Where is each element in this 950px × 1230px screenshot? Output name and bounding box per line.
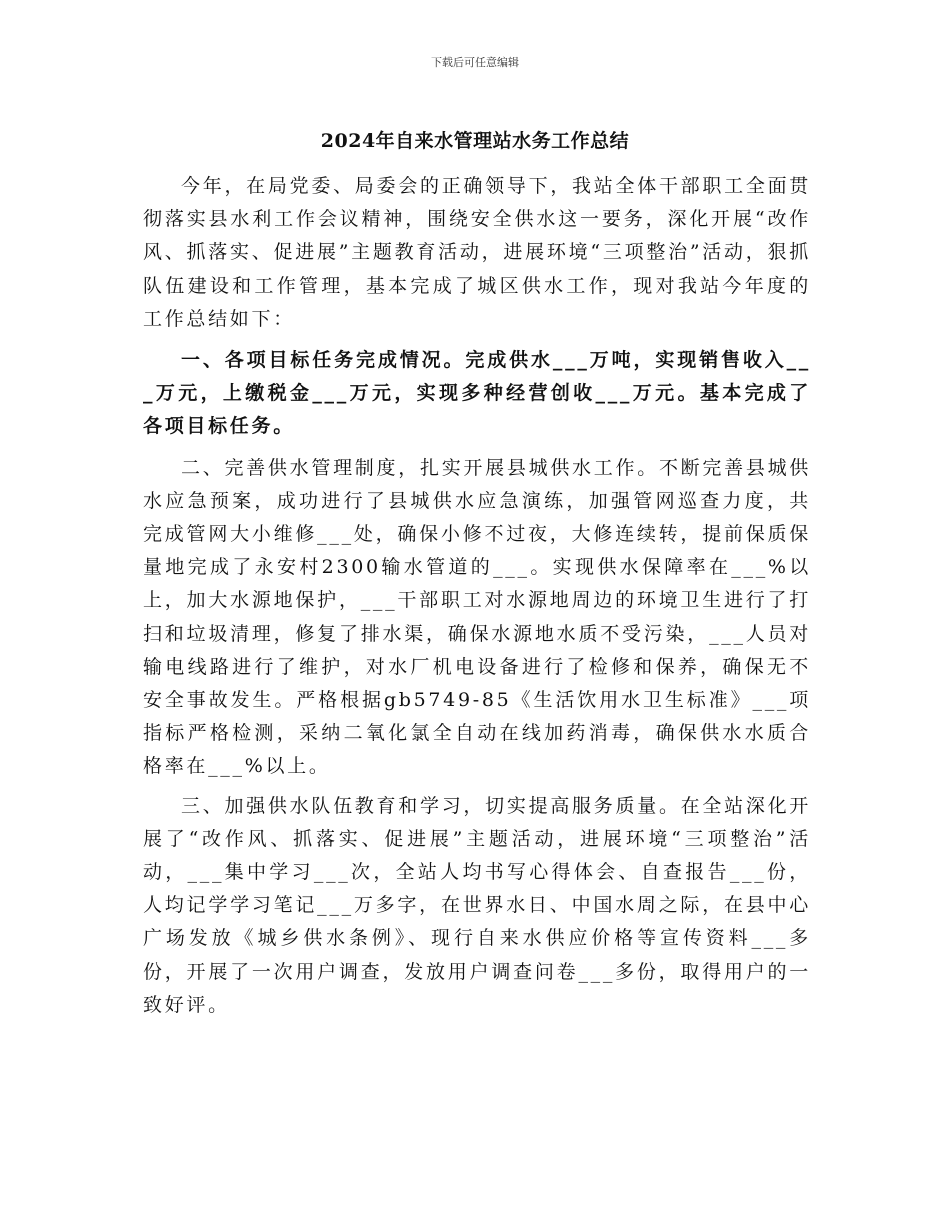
document-title: 2024年自来水管理站水务工作总结 — [320, 130, 630, 152]
section-3-paragraph: 三、加强供水队伍教育和学习，切实提高服务质量。在全站深化开展了“改作风、抓落实、促进展”主题活动，进展环境“三项整治”活动，___集中学习___次，全站人均书写心得体会、自查报告___份，人均记学学习笔记___万多字，在世界水日、中国水周之际，在县中心广场发放《城乡供水条例》、现行自来水供应价格等宣传资料___多份，开展了一次用户调查，发放用户调查问卷___多份，取得用户的一致好评。 — [143, 794, 811, 1016]
document-body — [143, 170, 811, 1022]
section-1-paragraph: 一、各项目标任务完成情况。完成供水___万吨，实现销售收入___万元，上缴税金___万元，实现多种经营创收___万元。基本完成了各项目标任务。 — [143, 349, 811, 438]
intro-paragraph: 今年，在局党委、局委会的正确领导下，我站全体干部职工全面贯彻落实县水利工作会议精神，围绕安全供水这一要务，深化开展“改作风、抓落实、促进展”主题教育活动，进展环境“三项整治”活动，狠抓队伍建设和工作管理，基本完成了城区供水工作，现对我站今年度的工作总结如下： — [143, 175, 811, 330]
page-header-note: 下载后可任意编辑 — [431, 56, 519, 69]
section-2-paragraph: 二、完善供水管理制度，扎实开展县城供水工作。不断完善县城供水应急预案，成功进行了县城供水应急演练，加强管网巡查力度，共完成管网大小维修___处，确保小修不过夜，大修连续转，提前保质保量地完成了永安村2300输水管道的___。实现供水保障率在___%以上，加大水源地保护，___干部职工对水源地周边的环境卫生进行了打扫和垃圾清理，修复了排水渠，确保水源地水质不受污染，___人员对输电线路进行了维护，对水厂机电设备进行了检修和保养，确保无不安全事故发生。严格根据gb5749-85《生活饮用水卫生标准》___项指标严格检测，采纳二氧化氯全自动在线加药消毒，确保供水水质合格率在___%以上。 — [143, 456, 811, 778]
